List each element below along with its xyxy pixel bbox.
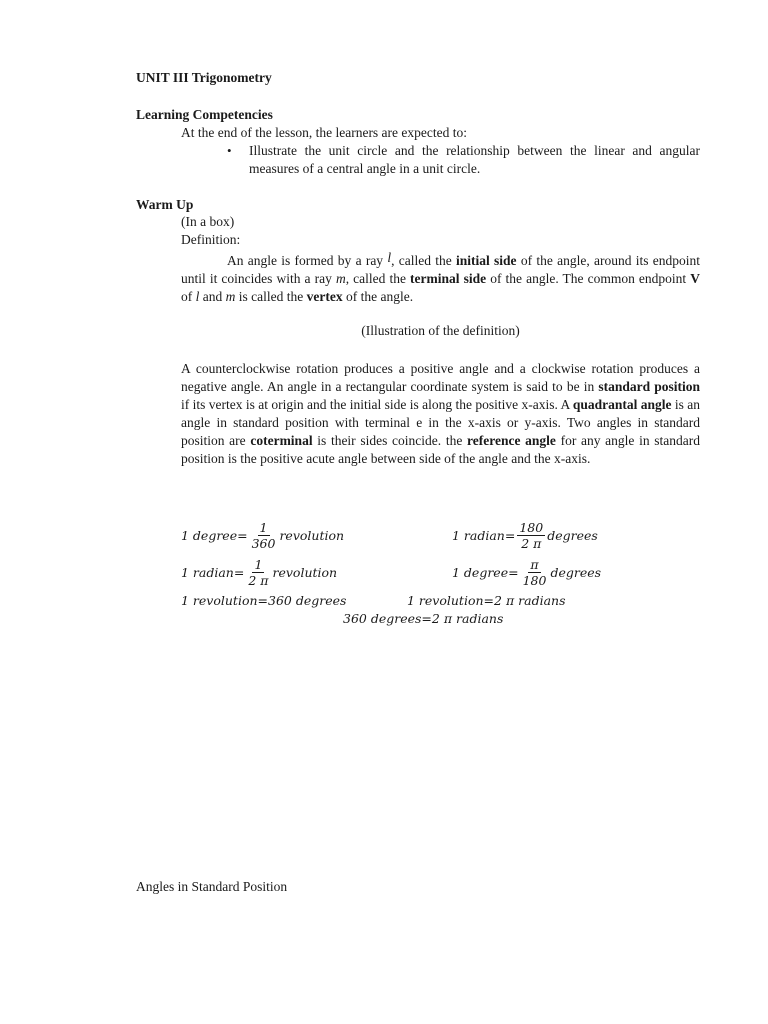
bullet-icon: • xyxy=(227,143,232,158)
illustration-note: (Illustration of the definition) xyxy=(361,323,520,338)
competencies-intro: At the end of the lesson, the learners are expected to: xyxy=(181,125,468,140)
angles-standard-position-heading: Angles in Standard Position xyxy=(136,879,288,894)
vertex-term: vertex xyxy=(306,289,343,304)
formula-degree-pi: 1 degree = $\frac{\pi}{180}$ degrees xyxy=(452,557,602,588)
standard-position-term: standard position xyxy=(598,379,700,394)
competencies-heading: Learning Competencies xyxy=(136,107,273,122)
formula-radian-revolution: 1 radian = $\frac{1}{2 \pi}$ revolution xyxy=(181,557,338,588)
angle-paragraph: A counterclockwise rotation produces a positive angle and a clockwise rotation produces a negative angle. An angle in a rectangular coordinate system is said to be in standard position if its vertex is at origin and the initial side is along the positive x-axis. A quadrantal angle is an angle in standard position with terminal e in the x-axis or y-axis. Two angles in standard position are coterminal is their sides coincide. the reference angle for any angle in standard position is the positive acute angle between side of the angle and the x-axis. xyxy=(181,361,700,466)
formula-radian-degrees: 1 radian = $\frac{180}{2 \pi}$ degrees xyxy=(452,520,598,551)
formula-revolution-radians: 1 revolution = 2 π radians xyxy=(407,593,566,608)
var-V: V xyxy=(690,271,700,286)
coterminal-term: coterminal xyxy=(250,433,313,448)
definition-paragraph: An angle is formed by a ray l, called the initial side of the angle, around its endpoint until it coincides with a ray m, called the terminal side of the angle. The common endpoint V of l and m is called the vertex of the angle. xyxy=(181,250,700,304)
initial-side-term: initial side xyxy=(456,253,517,268)
formula-degrees-radians: 360 degrees = 2 π radians xyxy=(343,611,504,626)
var-l: l xyxy=(387,250,392,265)
formula-revolution-degrees: 1 revolution = 360 degrees xyxy=(181,593,347,608)
bullet-line-2: measures of a central angle in a unit circle. xyxy=(249,161,481,176)
bullet-line-1: Illustrate the unit circle and the relationship between the linear and angular xyxy=(249,143,700,158)
var-m: m xyxy=(335,271,346,286)
warmup-heading: Warm Up xyxy=(136,197,194,212)
box-note: (In a box) xyxy=(181,214,235,229)
formula-degree-revolution: 1 degree = $\frac{1}{360}$ revolution xyxy=(181,520,345,551)
reference-angle-term: reference angle xyxy=(467,433,556,448)
definition-label: Definition: xyxy=(181,232,241,247)
terminal-side-term: terminal side xyxy=(410,271,487,286)
unit-heading: UNIT III Trigonometry xyxy=(136,70,272,85)
quadrantal-angle-term: quadrantal angle xyxy=(572,397,672,412)
